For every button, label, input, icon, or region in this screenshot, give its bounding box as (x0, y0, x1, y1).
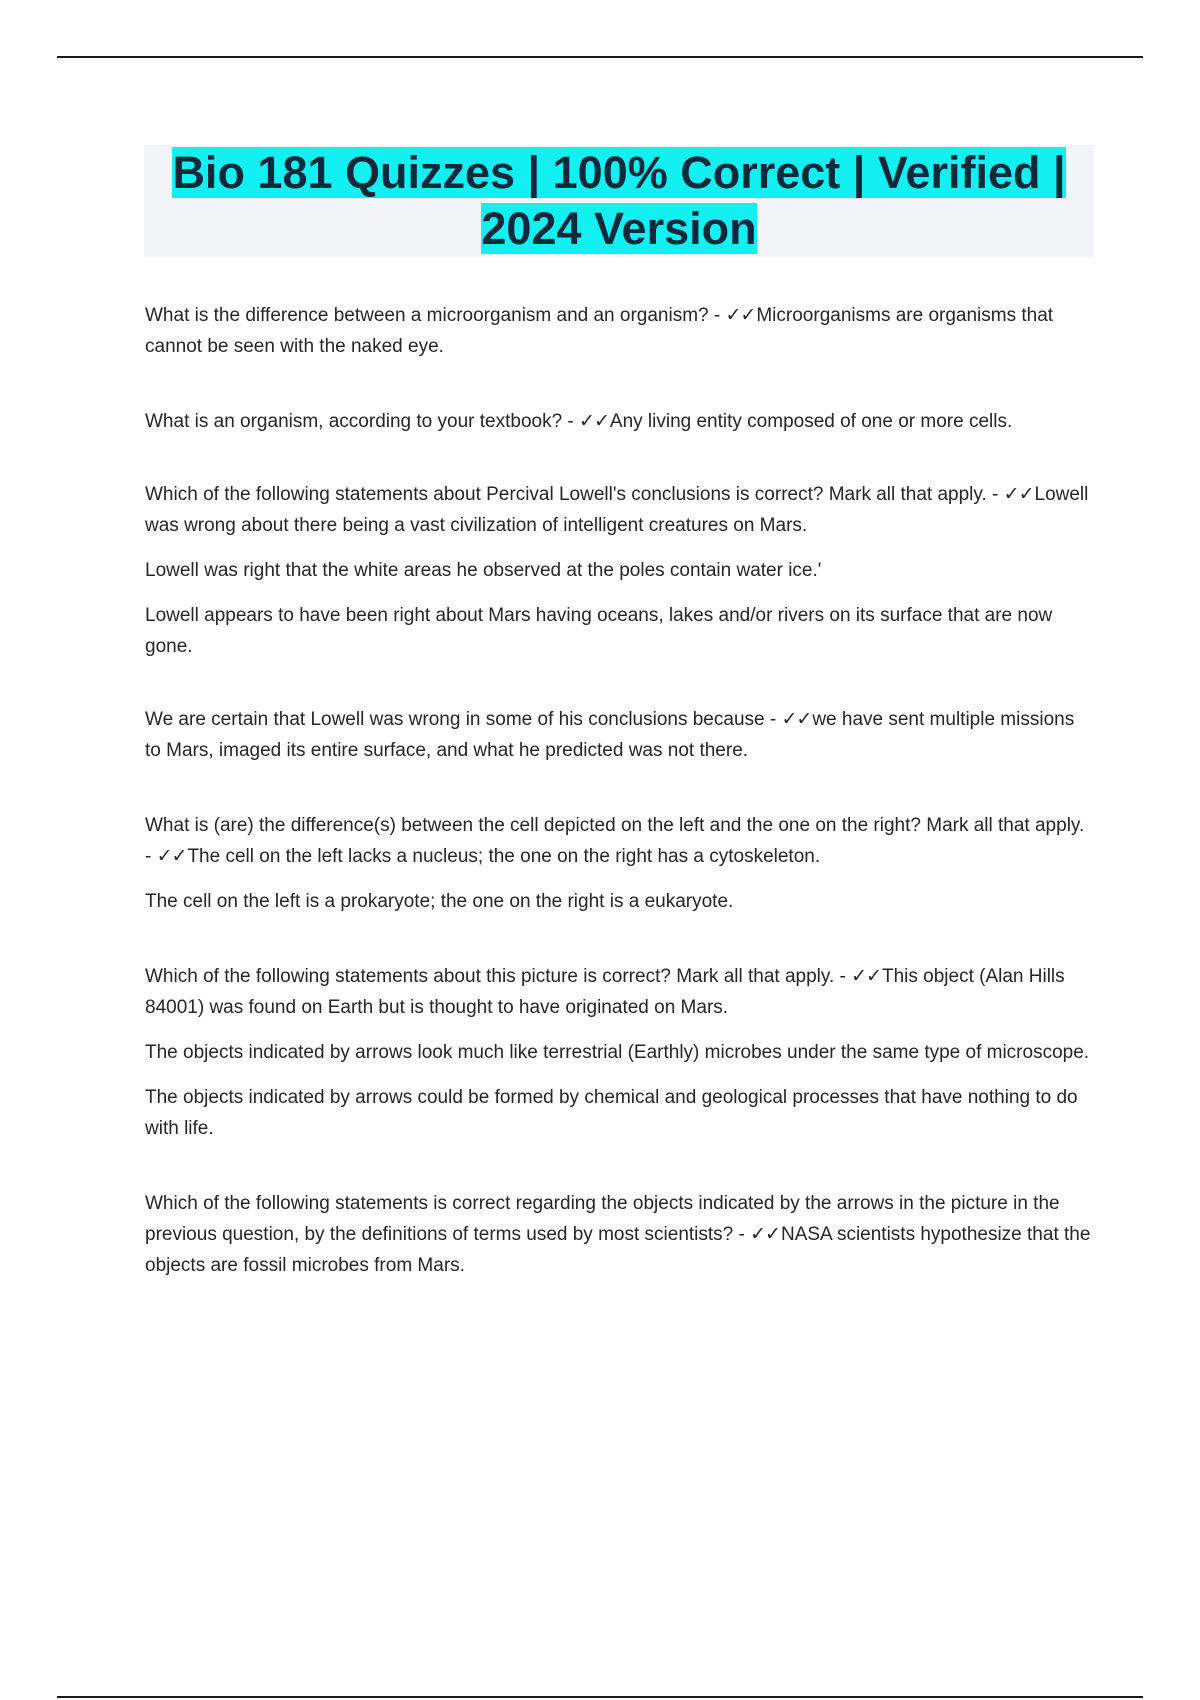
qa-question-answer (145, 479, 1095, 541)
answer-text: This object (Alan Hills 84001) was found on Earth but is thought to have originated on Mars. (145, 966, 1065, 1018)
check-icon: ✓✓ (1003, 484, 1034, 505)
document-title: Bio 181 Quizzes | 100% Correct | Verified | 2024 Version (172, 147, 1066, 254)
answer-extra-line: Lowell was right that the white areas he observed at the poles contain water ice.' (145, 560, 822, 581)
answer-text: Any living entity composed of one or more cells. (609, 411, 1013, 432)
question-text: Which of the following statements about this picture is correct? Mark all that apply. - (145, 966, 852, 987)
qa-question-answer (145, 810, 1095, 872)
top-divider (57, 56, 1143, 58)
answer-text: NASA scientists hypothesize that the objects are fossil microbes from Mars. (145, 1224, 1091, 1276)
qa-question-answer (145, 1188, 1095, 1281)
question-text: Which of the following statements is correct regarding the objects indicated by the arrows in the picture in the previous question, by the definitions of terms used by most scientists? - (145, 1193, 1060, 1245)
check-icon: ✓✓ (781, 709, 812, 730)
check-icon: ✓✓ (725, 305, 756, 326)
answer-extra-line: The objects indicated by arrows could be formed by chemical and geological processes that have nothing to do with life. (145, 1087, 1078, 1139)
answer-extra-line: The cell on the left is a prokaryote; the one on the right is a eukaryote. (145, 891, 734, 912)
check-icon: ✓✓ (851, 966, 881, 987)
qa-item (145, 300, 1095, 362)
qa-item (145, 1188, 1095, 1281)
answer-extra-line: Lowell appears to have been right about Mars having oceans, lakes and/or rivers on its surface that are now gone. (145, 605, 1053, 657)
qa-item (145, 704, 1095, 766)
qa-question-answer (145, 961, 1095, 1023)
answer-text: The cell on the left lacks a nucleus; the one on the right has a cytoskeleton. (187, 846, 821, 867)
question-text: What is (are) the difference(s) between the cell depicted on the left and the one on the right? Mark all that apply. - (145, 815, 1085, 867)
answer-text: we have sent multiple missions to Mars, imaged its entire surface, and what he predicted was not there. (145, 709, 1075, 761)
title-block (144, 145, 1094, 257)
qa-question-answer (145, 300, 1095, 362)
qa-question-answer (145, 704, 1095, 766)
check-icon: ✓✓ (750, 1224, 780, 1245)
question-text: We are certain that Lowell was wrong in some of his conclusions because - (145, 709, 782, 730)
qa-list (145, 300, 1095, 1311)
check-icon: ✓✓ (156, 846, 187, 867)
check-icon: ✓✓ (579, 411, 609, 432)
answer-text: Microorganisms are organisms that cannot be seen with the naked eye. (145, 305, 1054, 357)
question-text: What is the difference between a microorganism and an organism? - (145, 305, 726, 326)
qa-item (145, 810, 1095, 917)
qa-item (145, 961, 1095, 1144)
answer-text: Lowell was wrong about there being a vast civilization of intelligent creatures on Mars. (145, 484, 1089, 536)
question-text: What is an organism, according to your textbook? - (145, 411, 580, 432)
qa-question-answer (145, 406, 1095, 437)
answer-extra-line: The objects indicated by arrows look much like terrestrial (Earthly) microbes under the same type of microscope. (145, 1042, 1090, 1063)
question-text: Which of the following statements about Percival Lowell's conclusions is correct? Mark all that apply. - (145, 484, 1004, 505)
qa-item (145, 406, 1095, 437)
bottom-divider (57, 1696, 1143, 1698)
qa-item (145, 479, 1095, 662)
